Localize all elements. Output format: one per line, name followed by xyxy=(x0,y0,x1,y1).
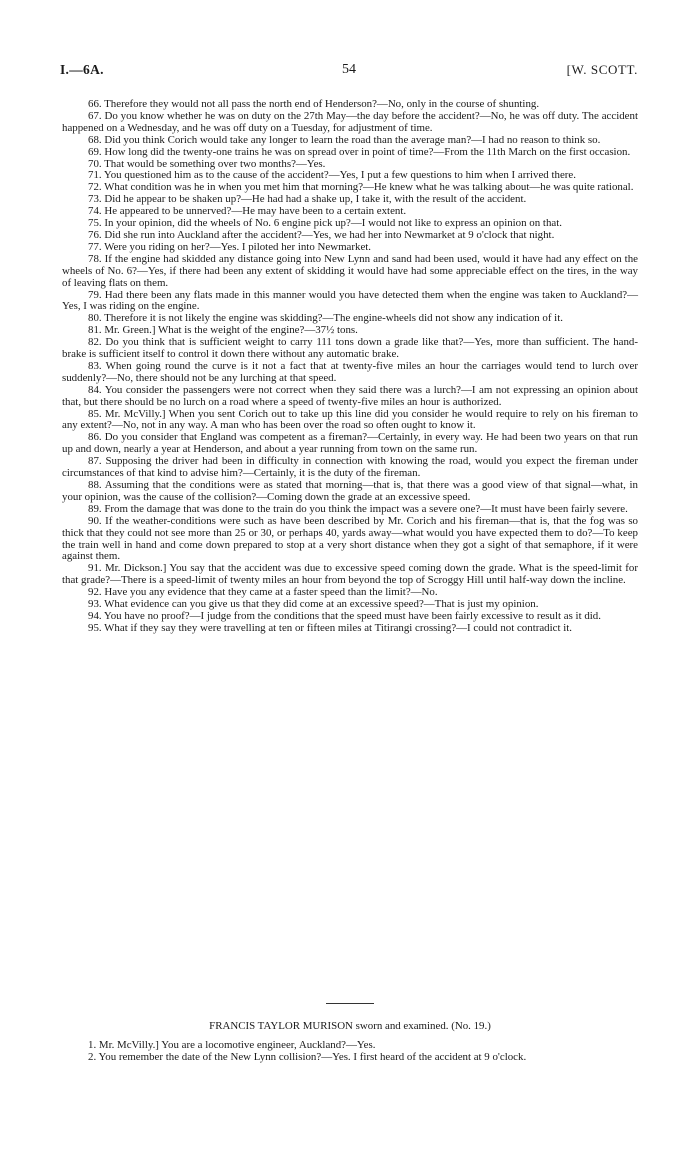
question-paragraph: 80. Therefore it is not likely the engine was skidding?—The engine-wheels did not show any indication of it. xyxy=(88,312,563,325)
question-paragraph: 69. How long did the twenty-one trains he was on spread over in point of time?—From the 11th March on the first occasion. xyxy=(88,145,631,158)
question-paragraph: 73. Did he appear to be shaken up?—He had had a shake up, I take it, with the result of the accident. xyxy=(88,193,527,206)
question-paragraph: 83. When going round the curve is it not a fact that at twenty-five miles an hour the carriages would tend to lurch over suddenly?—No, there should not be any lurching at that speed. xyxy=(62,359,638,384)
question-paragraph: 79. Had there been any flats made in this manner would you have detected them when the engine was taken to Auckland?—Yes, I was riding on the engine. xyxy=(62,288,638,313)
question-paragraph: 68. Did you think Corich would take any longer to learn the road than the average man?—I had no reason to think so. xyxy=(88,133,601,146)
witness-evidence-body xyxy=(62,1040,638,1064)
question-paragraph: 86. Do you consider that England was competent as a fireman?—Certainly, in every way. He had been two years on that run up and down, nearly a year at Henderson, and about a year running from town on the same run. xyxy=(62,431,638,456)
question-paragraph: 71. You questioned him as to the cause of the accident?—Yes, I put a few questions to him when I arrived there. xyxy=(88,169,576,182)
question-paragraph: 66. Therefore they would not all pass the north end of Henderson?—No, only in the course of shunting. xyxy=(88,98,540,110)
question-paragraph: 90. If the weather-conditions were such as have been described by Mr. Corich and his fireman—that is, that the fog was so thick that they could not see more than 25 or 30, or perhaps 40, yards away—what would you have expected them to do?—To keep the train well in hand and come down prepared to stop at a very short distance when they got a sight of that semaphore, if it were against them. xyxy=(62,514,638,563)
page-header xyxy=(60,62,638,82)
question-paragraph: 81. Mr. Green.] What is the weight of the engine?—37½ tons. xyxy=(88,324,358,337)
page-number: 54 xyxy=(342,62,356,77)
witness-heading: FRANCIS TAYLOR MURISON sworn and examined. (No. 19.) xyxy=(209,1020,491,1032)
question-paragraph: 67. Do you know whether he was on duty on the 27th May—the day before the accident?—No, he was off duty. The accident happened on a Wednesday, and he was off duty on a Tuesday, for adjustment of time. xyxy=(62,109,638,134)
question-paragraph: 95. What if they say they were travelling at ten or fifteen miles at Titirangi crossing?—I could not contradict it. xyxy=(88,621,573,634)
question-paragraph: 75. In your opinion, did the wheels of No. 6 engine pick up?—I would not like to express an opinion on that. xyxy=(88,217,562,230)
question-paragraph: 1. Mr. McVilly.] You are a locomotive engineer, Auckland?—Yes. xyxy=(88,1039,376,1051)
question-paragraph: 93. What evidence can you give us that they did come at an excessive speed?—That is just my opinion. xyxy=(88,598,539,611)
paper-reference: I.—6A. xyxy=(60,62,104,77)
question-paragraph: 88. Assuming that the conditions were as stated that morning—that is, that there was a good view of that signal—what, in your opinion, was the cause of the collision?—Coming down the grade at an excessive speed. xyxy=(62,479,638,503)
question-paragraph: 91. Mr. Dickson.] You say that the accident was due to excessive speed coming down the grade. What is the speed-limit for that grade?—There is a speed-limit of twenty miles an hour from beyond the top of Scroggy Hill until half-way down the incline. xyxy=(62,562,638,587)
question-paragraph: 89. From the damage that was done to the train do you think the impact was a severe one?—It must have been fairly severe. xyxy=(88,502,628,515)
question-paragraph: 76. Did she run into Auckland after the accident?—Yes, we had her into Newmarket at 9 o'clock that night. xyxy=(88,228,555,241)
question-paragraph: 78. If the engine had skidded any distance going into New Lynn and sand had been used, would it have had any effect on the wheels of No. 6?—Yes, if there had been any extent of skidding it would have had some appreciable effect on the tires, in the way of leaving flats on them. xyxy=(62,252,638,289)
question-paragraph: 70. That would be something over two months?—Yes. xyxy=(88,157,326,170)
question-paragraph: 94. You have no proof?—I judge from the conditions that the speed must have been fairly excessive to result as it did. xyxy=(88,609,601,622)
question-paragraph: 85. Mr. McVilly.] When you sent Corich out to take up this line did you consider he would require to rely on his fireman to any extent?—No, not in any way. A man who has been over the road so often ought to know it. xyxy=(62,407,638,432)
question-paragraph: 82. Do you think that is sufficient weight to carry 111 tons down a grade like that?—Yes, more than sufficient. The hand-brake is sufficient itself to control it down there without any automatic brake. xyxy=(62,336,638,361)
question-paragraph: 2. You remember the date of the New Lynn collision?—Yes. I first heard of the accident at 9 o'clock. xyxy=(88,1050,527,1063)
witness-name-header: [W. SCOTT. xyxy=(566,62,638,77)
question-paragraph: 84. You consider the passengers were not correct when they said there was a lurch?—I am not expressing an opinion about that, but there should be no lurch on a road where a speed of twenty-five miles an hour is authorized. xyxy=(62,383,638,408)
evidence-body xyxy=(62,99,638,635)
question-paragraph: 77. Were you riding on her?—Yes. I piloted her into Newmarket. xyxy=(88,240,372,253)
question-paragraph: 92. Have you any evidence that they came at a faster speed than the limit?—No. xyxy=(88,586,438,599)
question-paragraph: 72. What condition was he in when you met him that morning?—He knew what he was talking about—he was quite rational. xyxy=(88,181,634,194)
question-paragraph: 87. Supposing the driver had been in difficulty in connection with knowing the road, would you expect the fireman under circumstances of that kind to advise him?—Certainly, it is the duty of the fireman. xyxy=(62,455,638,480)
section-divider xyxy=(326,1003,374,1004)
question-paragraph: 74. He appeared to be unnerved?—He may have been to a certain extent. xyxy=(88,205,407,218)
